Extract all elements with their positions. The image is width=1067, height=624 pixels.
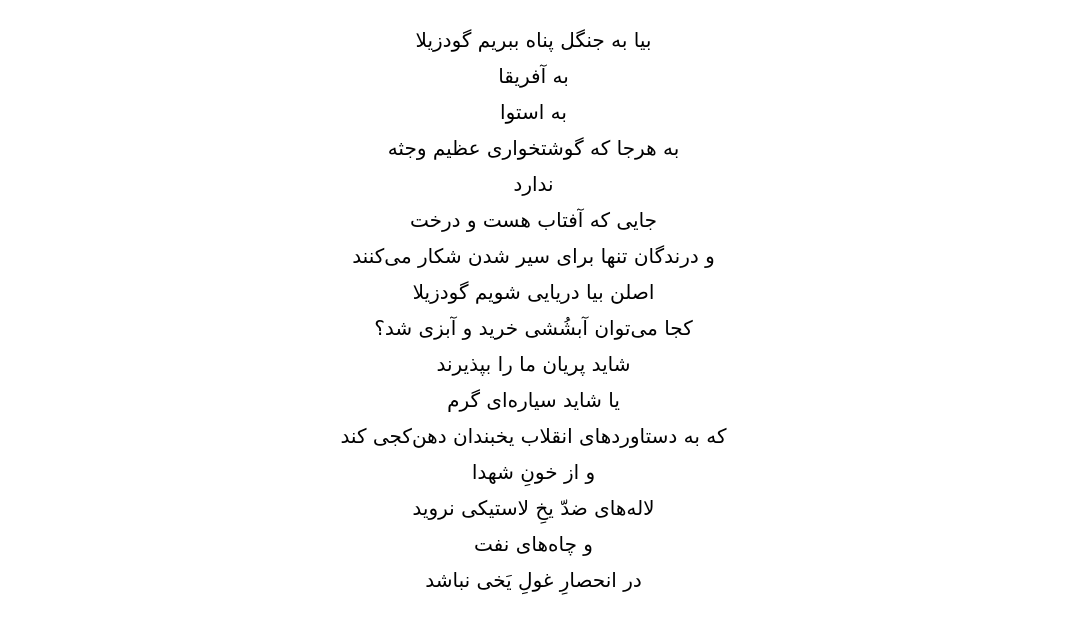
poem-line: به آفریقا xyxy=(498,64,569,88)
poem-line: و درندگان تنها برای سیر شدن شکار می‌کنند xyxy=(352,244,715,268)
poem-line: جایی که آفتاب هست و درخت xyxy=(409,208,658,232)
poem-line: اصلن بیا دریایی شویم گودزیلا xyxy=(412,280,655,304)
poem-text xyxy=(0,22,1067,598)
poem-line: به استوا xyxy=(500,100,567,124)
poem-line: شاید پریان ما را بپذیرند xyxy=(436,352,631,376)
poem-line: و از خونِ شهدا xyxy=(471,460,596,484)
poem-line: لاله‌های ضدّ یخِ لاستیکی نروید xyxy=(412,496,655,520)
poem-line: کجا می‌توان آبشُشی خرید و آبزی شد؟ xyxy=(374,316,693,340)
poem-line: و چاه‌های نفت xyxy=(474,532,593,556)
poem-line: در انحصارِ غولِ یَخی نباشد xyxy=(425,568,642,592)
poem-line: بیا به جنگل پناه ببریم گودزیلا xyxy=(415,28,652,52)
poem-line: یا شاید سیاره‌ای گرم xyxy=(447,388,620,412)
poem-line: ندارد xyxy=(513,172,554,196)
poem-line: به هرجا که گوشتخواری عظیم وجثه xyxy=(387,136,680,160)
poem-line: که به دستاوردهای انقلاب یخبندان دهن‌کجی کند xyxy=(340,424,727,448)
